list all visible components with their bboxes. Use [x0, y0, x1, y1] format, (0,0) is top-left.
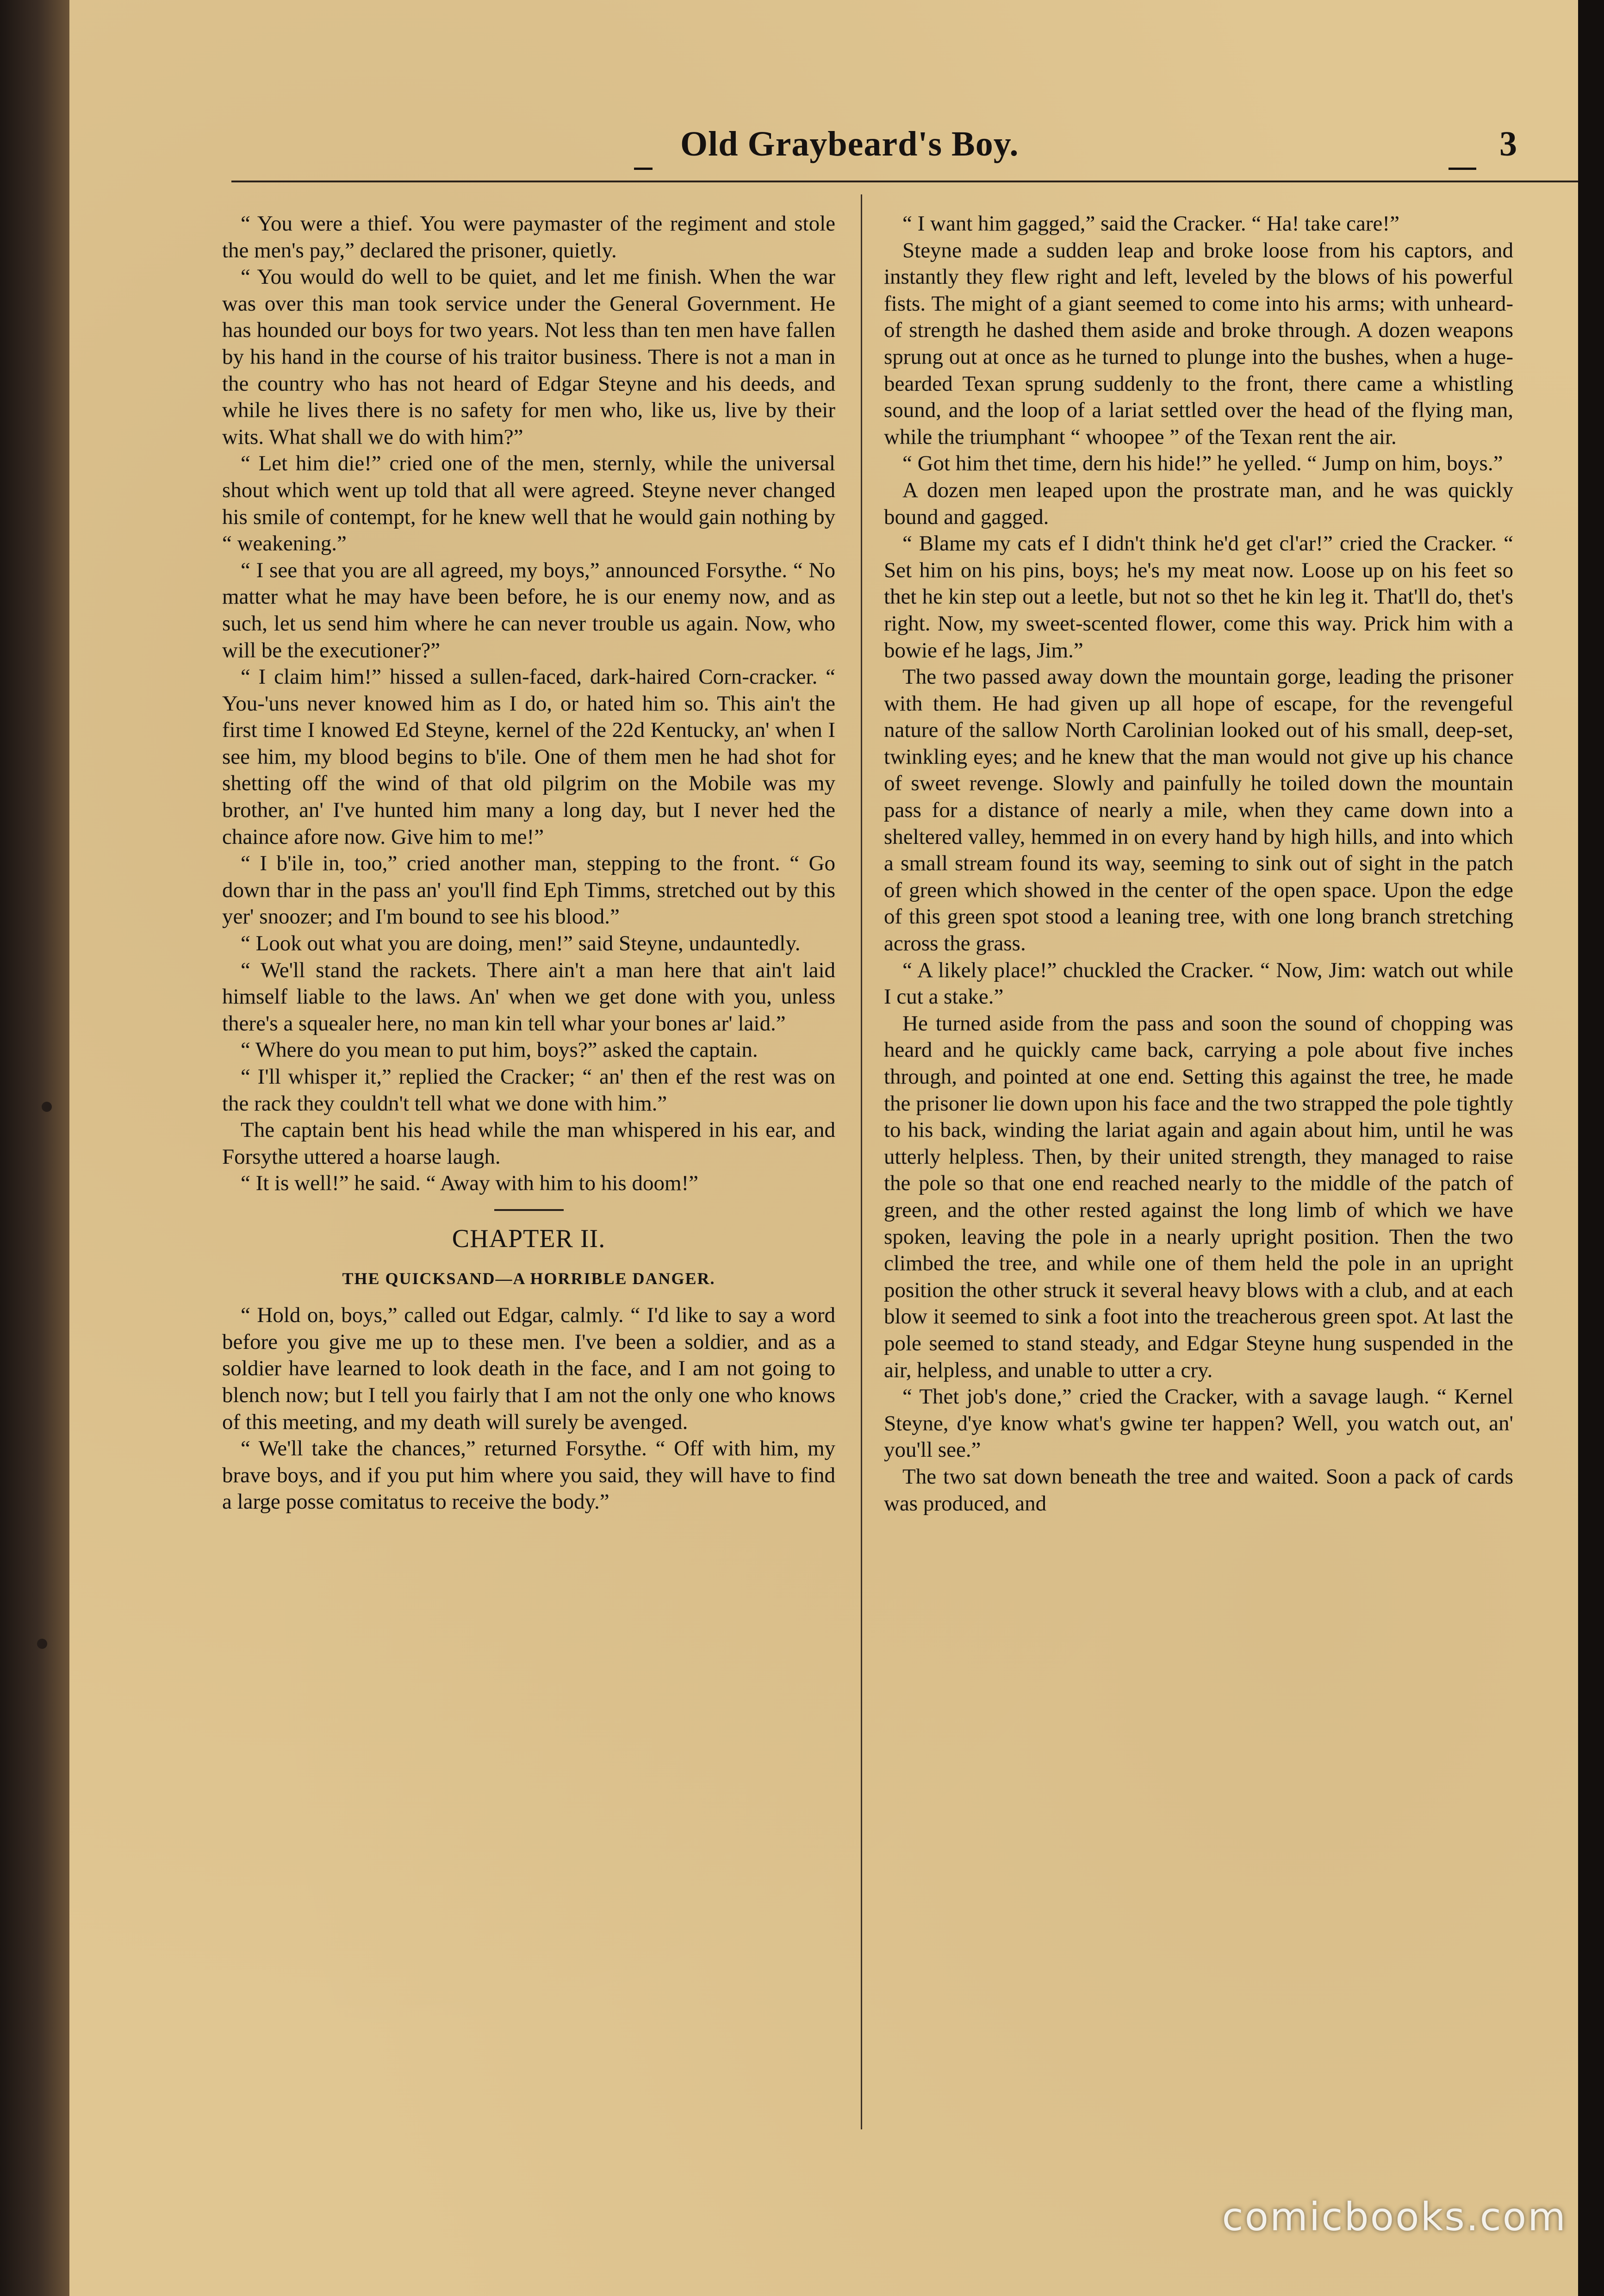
header-rule	[231, 181, 1601, 182]
paragraph: “ You were a thief. You were paymaster of the regiment and stole the men's pay,” declared the prisoner, quietly.	[222, 212, 835, 262]
right-column	[884, 211, 1513, 1517]
paragraph: “ We'll take the chances,” returned Forsythe. “ Off with him, my brave boys, and if you put him where you said, they will have to find a large posse comitatus to receive the body.”	[222, 1436, 835, 1514]
book-spine	[0, 0, 69, 2296]
column-divider	[861, 194, 862, 2129]
header-dash	[1449, 168, 1476, 170]
book-page	[69, 0, 1604, 2296]
paragraph: The two sat down beneath the tree and waited. Soon a pack of cards was produced, and	[884, 1464, 1513, 1516]
paragraph: “ Let him die!” cried one of the men, sternly, while the universal shout which went up told that all were agreed. Steyne never changed his smile of contempt, for he knew well that he would gain nothing by “ weakening.”	[222, 451, 835, 556]
paragraph: Steyne made a sudden leap and broke loose from his captors, and instantly they flew right and left, leveled by the blows of his powerful fists. The might of a giant seemed to come into his arms; with unheard-of strength he dashed them aside and broke through. A dozen weapons sprung out at once as he turned to plunge into the bushes, when a huge-bearded Texan sprung suddenly to the front, there came a whistling sound, and the loop of a lariat settled over the head of the flying man, while the triumphant “ whoopee ” of the Texan rent the air.	[884, 238, 1513, 449]
paragraph: “ Look out what you are doing, men!” said Steyne, undauntedly.	[241, 931, 801, 956]
page-number: 3	[1499, 125, 1517, 163]
paragraph: “ I want him gagged,” said the Cracker. “ Ha! take care!”	[902, 212, 1399, 236]
scan-edge	[1578, 0, 1604, 2296]
paragraph: “ A likely place!” chuckled the Cracker. “ Now, Jim: watch out while I cut a stake.”	[884, 958, 1513, 1009]
ink-speck	[42, 1102, 52, 1112]
paragraph: “ Hold on, boys,” called out Edgar, calmly. “ I'd like to say a word before you give me up to these men. I've been a soldier, and as a soldier have learned to look death in the face, and I am not going to blench now; but I tell you fairly that I am not the only one who knows of this meeting, and my death will surely be avenged.	[222, 1303, 835, 1434]
ink-speck	[37, 1639, 47, 1649]
paragraph: “ Blame my cats ef I didn't think he'd get cl'ar!” cried the Cracker. “ Set him on his pins, boys; he's my meat now. Loose up on his feet so thet he kin step out a leetle, but not so thet he kin leg it. That'll do, thet's right. Now, my sweet-scented flower, come this way. Prick him with a bowie ef he lags, Jim.”	[884, 531, 1513, 662]
paragraph: “ I b'ile in, too,” cried another man, stepping to the front. “ Go down thar in the pass an' you'll find Eph Timms, stretched out by this yer' snoozer; and I'm bound to see his blood.”	[222, 851, 835, 929]
chapter-subtitle: THE QUICKSAND—A HORRIBLE DANGER.	[342, 1269, 715, 1288]
paragraph: “ I claim him!” hissed a sullen-faced, dark-haired Corn-cracker. “ You-'uns never knowed him as I do, or hated him so. This ain't the first time I knowed Ed Steyne, kernel of the 22d Kentucky, an' when I see him, my blood begins to b'ile. One of them men he had shot for shetting off the wind of that old pilgrim on the Mobile was my brother, an' I've hunted him many a long day, but I never hed the chaince afore now. Give him to me!”	[222, 665, 835, 849]
paragraph: “ It is well!” he said. “ Away with him to his doom!”	[241, 1171, 699, 1196]
paragraph: “ Thet job's done,” cried the Cracker, with a savage laugh. “ Kernel Steyne, d'ye know what's gwine ter happen? Well, you watch out, an' you'll see.”	[884, 1385, 1513, 1462]
page-header	[157, 111, 1527, 181]
paragraph: A dozen men leaped upon the prostrate man, and he was quickly bound and gagged.	[884, 478, 1513, 529]
paragraph: “ You would do well to be quiet, and let me finish. When the war was over this man took service under the General Government. He has hounded our boys for two years. Not less than ten men have fallen by his hand in the course of his traitor business. There is not a man in the country who has not heard of Edgar Steyne and his deeds, and while he lives there is no safety for men who, like us, live by their wits. What shall we do with him?”	[222, 265, 835, 449]
header-dash	[634, 168, 653, 170]
paragraph: “ Where do you mean to put him, boys?” asked the captain.	[241, 1038, 758, 1062]
paragraph: “ Got him thet time, dern his hide!” he yelled. “ Jump on him, boys.”	[902, 451, 1503, 476]
paragraph: “ I see that you are all agreed, my boys,” announced Forsythe. “ No matter what he may have been before, he is our enemy now, and as such, let us send him where he can never trouble us again. Now, who will be the executioner?”	[222, 558, 835, 662]
paragraph: “ I'll whisper it,” replied the Cracker; “ an' then ef the rest was on the rack they couldn't tell what we done with him.”	[222, 1065, 835, 1116]
paragraph: “ We'll stand the rackets. There ain't a man here that ain't laid himself liable to the laws. An' when we get done with you, unless there's a squealer here, no man kin tell whar your bones ar' laid.”	[222, 958, 835, 1036]
section-rule	[494, 1209, 564, 1211]
running-title: Old Graybeard's Boy.	[680, 125, 1019, 163]
watermark-text: comicbooks.com	[1222, 2194, 1567, 2240]
paragraph: The captain bent his head while the man whispered in his ear, and Forsythe uttered a hoarse laugh.	[222, 1118, 835, 1169]
left-column	[222, 211, 835, 1516]
paragraph: He turned aside from the pass and soon the sound of chopping was heard and he quickly came back, carrying a pole about five inches through, and pointed at one end. Setting this against the tree, he made the prisoner lie down upon his face and the two strapped the pole tightly to his back, winding the lariat again and again about him, until he was utterly helpless. Then, by their united strength, they managed to raise the pole so that one end reached nearly to the middle of the patch of green, and the other rested against the long limb of which we have spoken, leaving the pole in a nearly upright position. Then the two climbed the tree, and while one of them held the pole in an upright position the other struck it several heavy blows with a club, and at each blow it seemed to sink a foot into the treacherous green spot. At last the pole seemed to stand steady, and Edgar Steyne hung suspended in the air, helpless, and unable to utter a cry.	[884, 1011, 1513, 1382]
paragraph: The two passed away down the mountain gorge, leading the prisoner with them. He had given up all hope of escape, for the revengeful nature of the sallow North Carolinian looked out of his small, deep-set, twinkling eyes; and he knew that the man would not give up his chance of sweet revenge. Slowly and painfully he toiled down the mountain pass for a distance of nearly a mile, when they came down into a sheltered valley, hemmed in on every hand by high hills, and into which a small stream found its way, seeming to sink out of sight in the patch of green which showed in the center of the open space. Upon the edge of this green spot stood a leaning tree, with one long branch stretching across the grass.	[884, 665, 1513, 956]
chapter-heading: CHAPTER II.	[452, 1224, 606, 1253]
